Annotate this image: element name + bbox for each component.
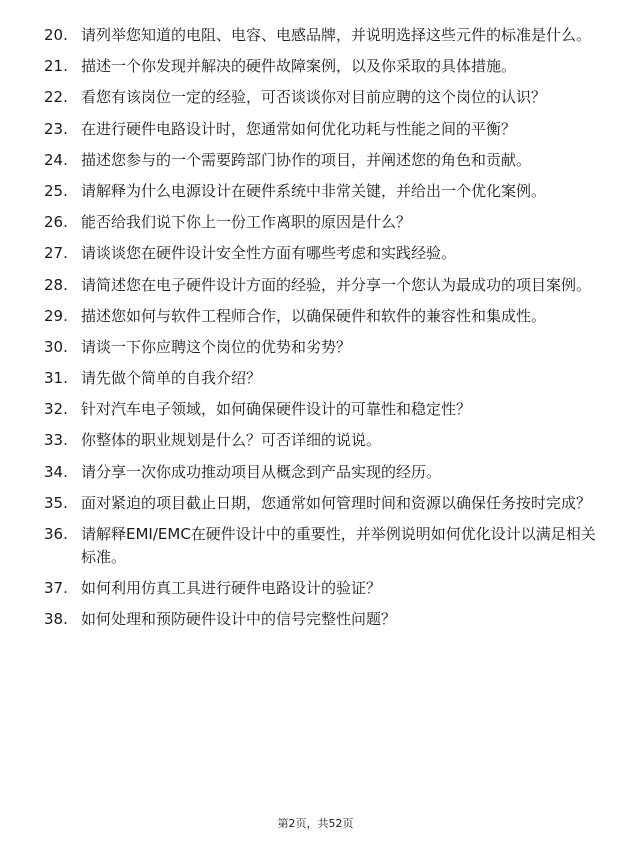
question-text: 请简述您在电子硬件设计方面的经验，并分享一个您认为最成功的项目案例。 — [81, 275, 592, 294]
question-text: 在进行硬件电路设计时，您通常如何优化功耗与性能之间的平衡？ — [81, 119, 517, 138]
question-number: 23. — [44, 119, 68, 138]
question-item — [44, 461, 604, 484]
question-text: 请谈一下你应聘这个岗位的优势和劣势？ — [81, 337, 352, 356]
page-footer: 第2页，共52页 — [277, 817, 354, 830]
question-text: 能否给我们说下你上一份工作离职的原因是什么？ — [81, 213, 412, 232]
question-item — [44, 429, 604, 452]
question-number: 33. — [44, 431, 68, 450]
question-item — [44, 242, 604, 265]
question-text: 请解释EMI/EMC在硬件设计中的重要性，并举例说明如何优化设计以满足相关标准。 — [81, 525, 596, 566]
question-number: 20. — [44, 26, 68, 44]
question-item — [44, 577, 604, 600]
question-number: 25. — [44, 181, 68, 200]
question-item — [44, 86, 604, 109]
question-number: 27. — [44, 244, 68, 263]
question-item — [44, 523, 604, 569]
question-item — [44, 211, 604, 234]
question-text: 请先做个简单的自我介绍？ — [81, 369, 262, 388]
question-item — [44, 24, 604, 47]
question-number: 36. — [44, 525, 68, 543]
question-text: 描述您如何与软件工程师合作，以确保硬件和软件的兼容性和集成性。 — [81, 306, 547, 325]
question-number: 31. — [44, 369, 68, 388]
question-item — [44, 305, 604, 328]
question-text: 看您有该岗位一定的经验，可否谈谈你对目前应聘的这个岗位的认识？ — [81, 88, 547, 107]
question-number: 22. — [44, 88, 68, 107]
question-text: 请列举您知道的电阻、电容、电感品牌，并说明选择这些元件的标准是什么。 — [81, 26, 592, 44]
question-text: 请谈谈您在硬件设计安全性方面有哪些考虑和实践经验。 — [81, 244, 457, 263]
question-item — [44, 398, 604, 421]
question-text: 针对汽车电子领域，如何确保硬件设计的可靠性和稳定性？ — [81, 400, 472, 419]
question-list — [44, 24, 604, 640]
question-number: 30. — [44, 337, 68, 356]
question-item — [44, 608, 604, 631]
question-text: 如何处理和预防硬件设计中的信号完整性问题？ — [81, 610, 397, 629]
question-number: 26. — [44, 213, 68, 232]
question-number: 38. — [44, 610, 68, 629]
question-item — [44, 149, 604, 172]
question-number: 21. — [44, 57, 68, 76]
question-number: 29. — [44, 306, 68, 325]
question-number: 32. — [44, 400, 68, 419]
question-item — [44, 367, 604, 390]
question-item — [44, 274, 604, 297]
question-item — [44, 336, 604, 359]
question-number: 28. — [44, 275, 68, 294]
question-item — [44, 118, 604, 141]
question-number: 34. — [44, 462, 68, 481]
question-number: 24. — [44, 150, 68, 169]
question-number: 37. — [44, 579, 68, 598]
question-item — [44, 55, 604, 78]
question-text: 描述您参与的一个需要跨部门协作的项目，并阐述您的角色和贡献。 — [81, 150, 532, 169]
question-item — [44, 492, 604, 515]
question-item — [44, 180, 604, 203]
question-text: 请分享一次你成功推动项目从概念到产品实现的经历。 — [81, 462, 442, 481]
question-number: 35. — [44, 493, 68, 512]
question-text: 面对紧迫的项目截止日期，您通常如何管理时间和资源以确保任务按时完成？ — [81, 493, 592, 512]
question-text: 请解释为什么电源设计在硬件系统中非常关键，并给出一个优化案例。 — [81, 181, 547, 200]
question-text: 描述一个你发现并解决的硬件故障案例，以及你采取的具体措施。 — [81, 57, 517, 76]
question-text: 如何利用仿真工具进行硬件电路设计的验证？ — [81, 579, 382, 598]
question-text: 你整体的职业规划是什么？可否详细的说说。 — [81, 431, 382, 450]
